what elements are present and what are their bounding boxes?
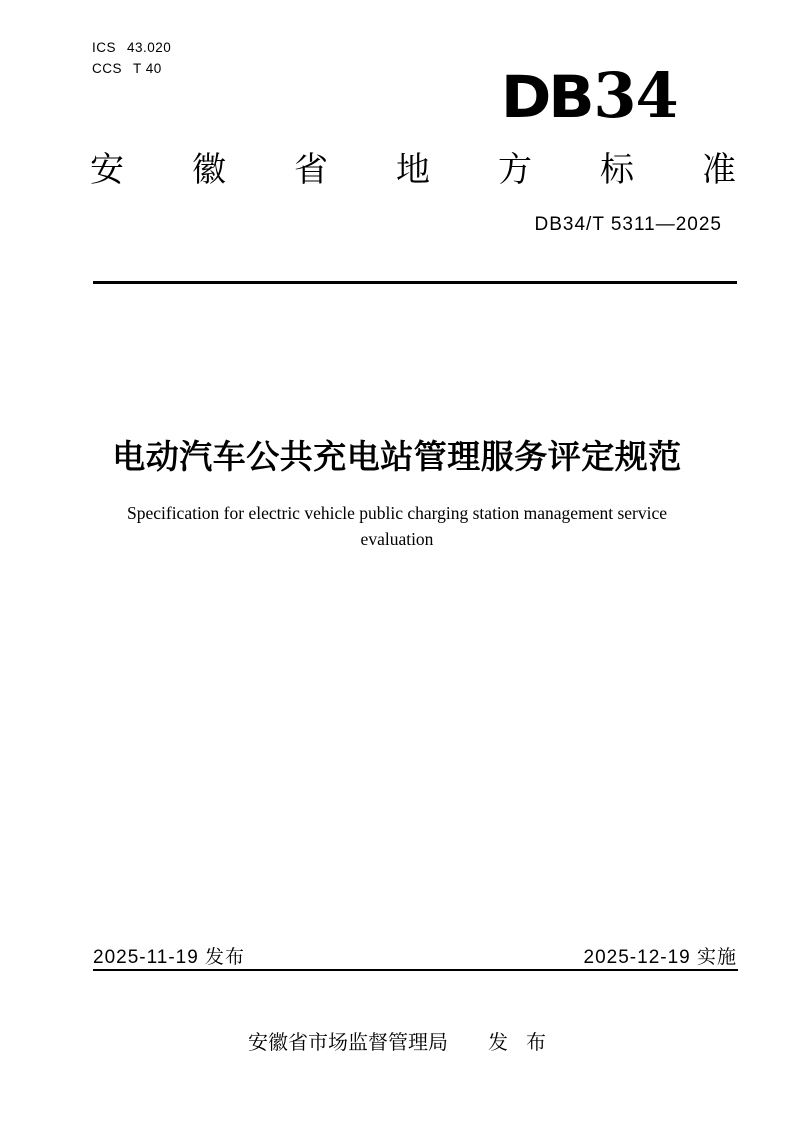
standard-doc-number: DB34/T 5311—2025 [534,214,722,235]
ccs-label: CCS [92,61,123,76]
db34-logo [500,59,678,139]
implement-date: 2025-12-19 实施 [583,947,737,968]
standard-title-chinese: 电动汽车公共充电站管理服务评定规范 [112,438,682,475]
publish-action-char: 发 [488,1032,508,1054]
standard-type-char: 省 [294,151,328,189]
header-divider-rule [93,281,737,284]
publisher-line [0,1026,794,1055]
publish-action-char: 布 [526,1032,546,1054]
publisher-name: 安徽省市场监督管理局 [248,1032,448,1054]
standard-type-char: 地 [396,151,430,189]
standard-type-title [90,150,736,190]
footer-divider-rule [93,969,738,971]
ics-label: ICS [92,40,117,55]
standard-type-char: 徽 [192,151,226,189]
issue-date: 2025-11-19 发布 [93,947,246,968]
ics-code-row [92,37,171,58]
classification-codes [92,37,171,79]
standard-title-english-line2: evaluation [360,529,434,549]
standard-type-char: 安 [90,151,124,189]
ccs-value: T 40 [133,61,162,76]
standard-title-english [0,500,794,552]
standard-title-english-line1: Specification for electric vehicle public charging station management service [126,503,667,523]
ccs-code-row [92,58,171,79]
publish-action [488,1026,546,1055]
standard-type-char: 标 [600,151,634,189]
standard-type-char: 准 [702,151,736,189]
db34-logo-db: DB [500,63,592,131]
ics-value: 43.020 [127,40,172,55]
db34-logo-number: 34 [593,59,678,132]
standard-type-char: 方 [498,151,532,189]
